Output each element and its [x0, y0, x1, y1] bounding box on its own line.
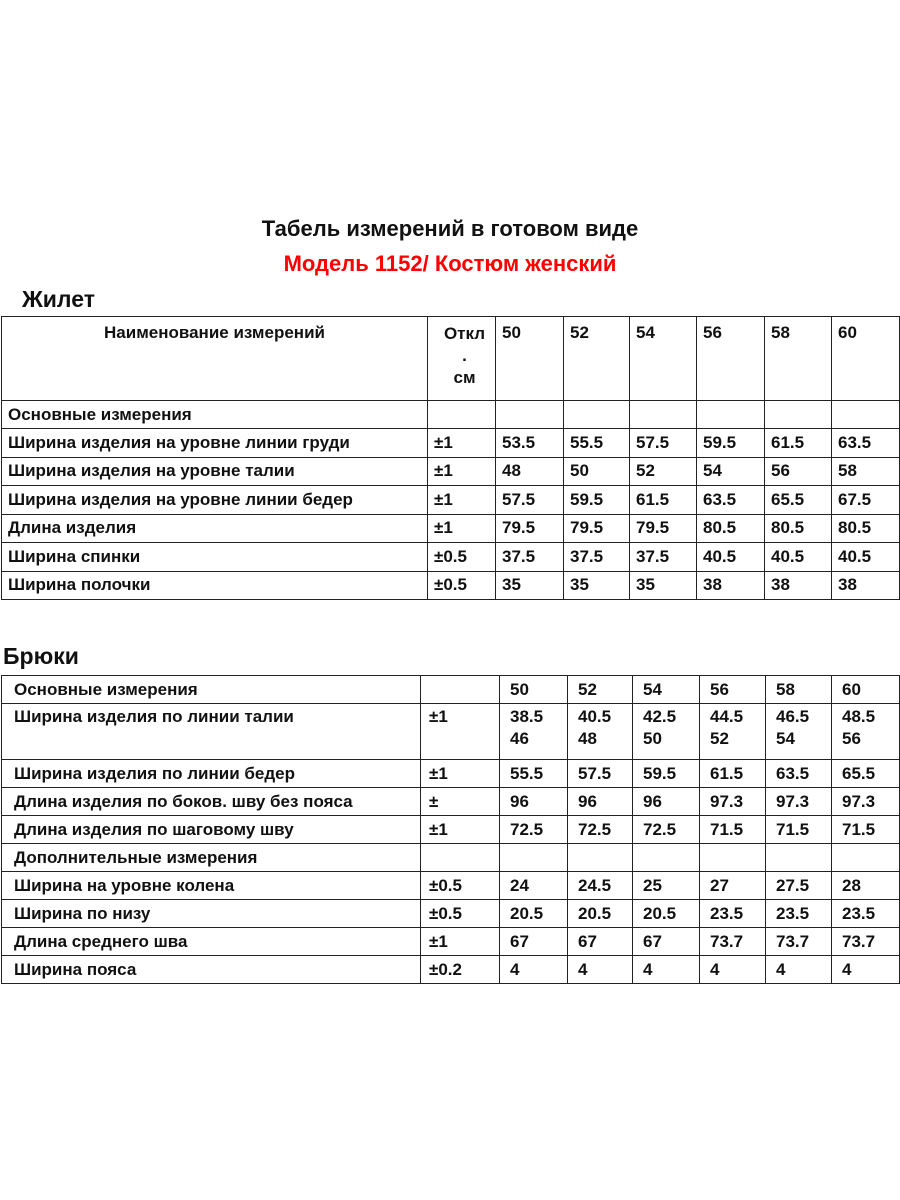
row-value: 97.3 — [832, 788, 900, 816]
row-value: 97.3 — [766, 788, 832, 816]
row-value: 72.5 — [568, 816, 633, 844]
vest-header-tol-line: см — [453, 368, 476, 387]
row-value: 4 — [500, 956, 568, 984]
row-value: 72.5 — [500, 816, 568, 844]
value-line: 42.5 — [643, 707, 677, 726]
pants-waist-row — [2, 704, 900, 760]
row-value: 57.5 — [630, 429, 697, 458]
measurement-row — [2, 816, 900, 844]
empty-cell — [496, 401, 564, 429]
row-value: 58 — [832, 457, 900, 486]
row-value: 63.5 — [697, 486, 765, 515]
value-line: 40.5 — [578, 707, 612, 726]
row-value: 24.5 — [568, 872, 633, 900]
pants-waist-value — [766, 704, 832, 760]
measurement-row — [2, 900, 900, 928]
row-value: 55.5 — [500, 760, 568, 788]
row-value: 96 — [500, 788, 568, 816]
row-value: 71.5 — [766, 816, 832, 844]
row-value: 40.5 — [832, 543, 900, 572]
row-label: Длина изделия по боков. шву без пояса — [2, 788, 421, 816]
pants-size-header: 60 — [832, 676, 900, 704]
value-line: 46.5 — [776, 707, 810, 726]
pants-header-row — [2, 676, 900, 704]
empty-cell — [832, 401, 900, 429]
value-line: 38.5 — [510, 707, 544, 726]
measurement-row — [2, 457, 900, 486]
row-tolerance: ±0.2 — [421, 956, 500, 984]
vest-header-tolerance — [428, 317, 496, 401]
row-value: 54 — [697, 457, 765, 486]
measurement-row — [2, 486, 900, 515]
row-value: 23.5 — [766, 900, 832, 928]
pants-measurement-table — [1, 675, 900, 984]
row-value: 27.5 — [766, 872, 832, 900]
row-value: 20.5 — [633, 900, 700, 928]
measurement-row — [2, 514, 900, 543]
row-value: 4 — [700, 956, 766, 984]
row-value: 20.5 — [500, 900, 568, 928]
vest-size-header: 50 — [496, 317, 564, 401]
document-subtitle: Модель 1152/ Костюм женский — [283, 251, 617, 276]
row-label: Ширина по низу — [2, 900, 421, 928]
row-value: 35 — [630, 571, 697, 600]
row-value: 61.5 — [700, 760, 766, 788]
row-value: 59.5 — [633, 760, 700, 788]
vest-section-label: Основные измерения — [2, 401, 428, 429]
row-value: 80.5 — [765, 514, 832, 543]
empty-cell — [630, 401, 697, 429]
document-title: Табель измерений в готовом виде — [261, 216, 639, 241]
pants-waist-value — [700, 704, 766, 760]
value-line: 48.5 — [842, 707, 876, 726]
row-tolerance: ±1 — [428, 514, 496, 543]
row-value: 72.5 — [633, 816, 700, 844]
value-line-second: 52 — [710, 729, 729, 748]
empty-cell — [568, 844, 633, 872]
row-value: 67.5 — [832, 486, 900, 515]
row-value: 71.5 — [832, 816, 900, 844]
vest-size-header: 56 — [697, 317, 765, 401]
empty-cell — [421, 676, 500, 704]
row-value: 27 — [700, 872, 766, 900]
empty-cell — [633, 844, 700, 872]
value-line: 44.5 — [710, 707, 744, 726]
empty-cell — [766, 844, 832, 872]
row-tolerance: ±1 — [428, 457, 496, 486]
row-label: Ширина изделия на уровне линии бедер — [2, 486, 428, 515]
empty-cell — [564, 401, 630, 429]
row-tolerance: ±1 — [421, 760, 500, 788]
row-value: 80.5 — [697, 514, 765, 543]
row-value: 71.5 — [700, 816, 766, 844]
pants-waist-value — [832, 704, 900, 760]
measurement-row — [2, 872, 900, 900]
row-value: 59.5 — [564, 486, 630, 515]
row-value: 67 — [500, 928, 568, 956]
vest-size-header: 54 — [630, 317, 697, 401]
measurement-row — [2, 760, 900, 788]
row-label: Ширина изделия по линии бедер — [2, 760, 421, 788]
row-value: 96 — [568, 788, 633, 816]
measurement-row — [2, 543, 900, 572]
row-value: 50 — [564, 457, 630, 486]
row-label: Ширина спинки — [2, 543, 428, 572]
row-value: 63.5 — [766, 760, 832, 788]
empty-cell — [421, 844, 500, 872]
empty-cell — [832, 844, 900, 872]
row-label-text: Ширина изделия по линии талии — [14, 707, 294, 726]
vest-header-tol-line: Откл — [443, 324, 486, 343]
row-value: 73.7 — [832, 928, 900, 956]
row-label: Ширина на уровне колена — [2, 872, 421, 900]
row-value: 96 — [633, 788, 700, 816]
row-label: Длина изделия по шаговому шву — [2, 816, 421, 844]
row-value: 28 — [832, 872, 900, 900]
row-label: Длина среднего шва — [2, 928, 421, 956]
measurement-row — [2, 928, 900, 956]
row-value: 79.5 — [496, 514, 564, 543]
vest-measurement-table — [1, 316, 900, 600]
row-value: 40.5 — [765, 543, 832, 572]
pants-section-main-label: Основные измерения — [2, 676, 421, 704]
row-value: 23.5 — [832, 900, 900, 928]
pants-waist-tolerance — [421, 704, 500, 760]
row-tolerance: ±1 — [428, 486, 496, 515]
empty-cell — [428, 401, 496, 429]
vest-header-name: Наименование измерений — [2, 317, 428, 401]
row-value: 67 — [633, 928, 700, 956]
row-value: 35 — [564, 571, 630, 600]
empty-cell — [500, 844, 568, 872]
row-label: Ширина изделия на уровне линии груди — [2, 429, 428, 458]
pants-heading: Брюки — [3, 643, 79, 669]
row-value: 4 — [766, 956, 832, 984]
row-value: 37.5 — [564, 543, 630, 572]
pants-waist-value — [633, 704, 700, 760]
row-value: 55.5 — [564, 429, 630, 458]
row-value: 48 — [496, 457, 564, 486]
row-value: 52 — [630, 457, 697, 486]
row-label: Ширина пояса — [2, 956, 421, 984]
section-row — [2, 844, 900, 872]
row-value: 23.5 — [700, 900, 766, 928]
row-tolerance: ± — [421, 788, 500, 816]
row-value: 4 — [568, 956, 633, 984]
measurement-row — [2, 956, 900, 984]
row-value: 56 — [765, 457, 832, 486]
row-value: 24 — [500, 872, 568, 900]
row-value: 73.7 — [766, 928, 832, 956]
vest-section-row — [2, 401, 900, 429]
row-label: Ширина полочки — [2, 571, 428, 600]
pants-waist-value — [568, 704, 633, 760]
empty-cell — [700, 844, 766, 872]
value-line-second: 54 — [776, 729, 795, 748]
row-value: 37.5 — [496, 543, 564, 572]
empty-cell — [765, 401, 832, 429]
row-value: 73.7 — [700, 928, 766, 956]
value-line-second: 56 — [842, 729, 861, 748]
vest-size-header: 58 — [765, 317, 832, 401]
empty-cell — [697, 401, 765, 429]
row-value: 67 — [568, 928, 633, 956]
row-tolerance: ±1 — [428, 429, 496, 458]
row-label: Ширина изделия на уровне талии — [2, 457, 428, 486]
row-tolerance: ±0.5 — [428, 571, 496, 600]
row-value: 61.5 — [765, 429, 832, 458]
section-label: Дополнительные измерения — [2, 844, 421, 872]
row-tolerance: ±0.5 — [428, 543, 496, 572]
row-value: 20.5 — [568, 900, 633, 928]
row-value: 35 — [496, 571, 564, 600]
row-value: 38 — [765, 571, 832, 600]
row-value: 61.5 — [630, 486, 697, 515]
row-value: 38 — [697, 571, 765, 600]
row-tolerance: ±0.5 — [421, 900, 500, 928]
row-value: 59.5 — [697, 429, 765, 458]
row-value: 63.5 — [832, 429, 900, 458]
vest-header-row — [2, 317, 900, 401]
pants-size-header: 52 — [568, 676, 633, 704]
row-value: 40.5 — [697, 543, 765, 572]
row-tolerance: ±0.5 — [421, 872, 500, 900]
row-value: 79.5 — [630, 514, 697, 543]
vest-heading: Жилет — [22, 286, 95, 312]
row-value: 80.5 — [832, 514, 900, 543]
row-label: Длина изделия — [2, 514, 428, 543]
row-value: 65.5 — [765, 486, 832, 515]
pants-size-header: 58 — [766, 676, 832, 704]
row-value: 25 — [633, 872, 700, 900]
row-value: 65.5 — [832, 760, 900, 788]
vest-header-tol-line: . — [462, 346, 467, 365]
measurement-row — [2, 429, 900, 458]
vest-size-header: 52 — [564, 317, 630, 401]
row-value: 38 — [832, 571, 900, 600]
row-value: 57.5 — [496, 486, 564, 515]
measurement-row — [2, 571, 900, 600]
measurement-row — [2, 788, 900, 816]
value-line-second: 48 — [578, 729, 597, 748]
row-value: 53.5 — [496, 429, 564, 458]
value-line-second: 46 — [510, 729, 529, 748]
value-line-second: 50 — [643, 729, 662, 748]
pants-waist-value — [500, 704, 568, 760]
row-value: 4 — [832, 956, 900, 984]
row-value: 57.5 — [568, 760, 633, 788]
row-value: 97.3 — [700, 788, 766, 816]
pants-waist-label — [2, 704, 421, 760]
pants-size-header: 54 — [633, 676, 700, 704]
tolerance-text: ±1 — [429, 707, 448, 726]
vest-size-header: 60 — [832, 317, 900, 401]
row-tolerance: ±1 — [421, 816, 500, 844]
pants-size-header: 50 — [500, 676, 568, 704]
row-value: 37.5 — [630, 543, 697, 572]
pants-size-header: 56 — [700, 676, 766, 704]
row-tolerance: ±1 — [421, 928, 500, 956]
row-value: 4 — [633, 956, 700, 984]
row-value: 79.5 — [564, 514, 630, 543]
